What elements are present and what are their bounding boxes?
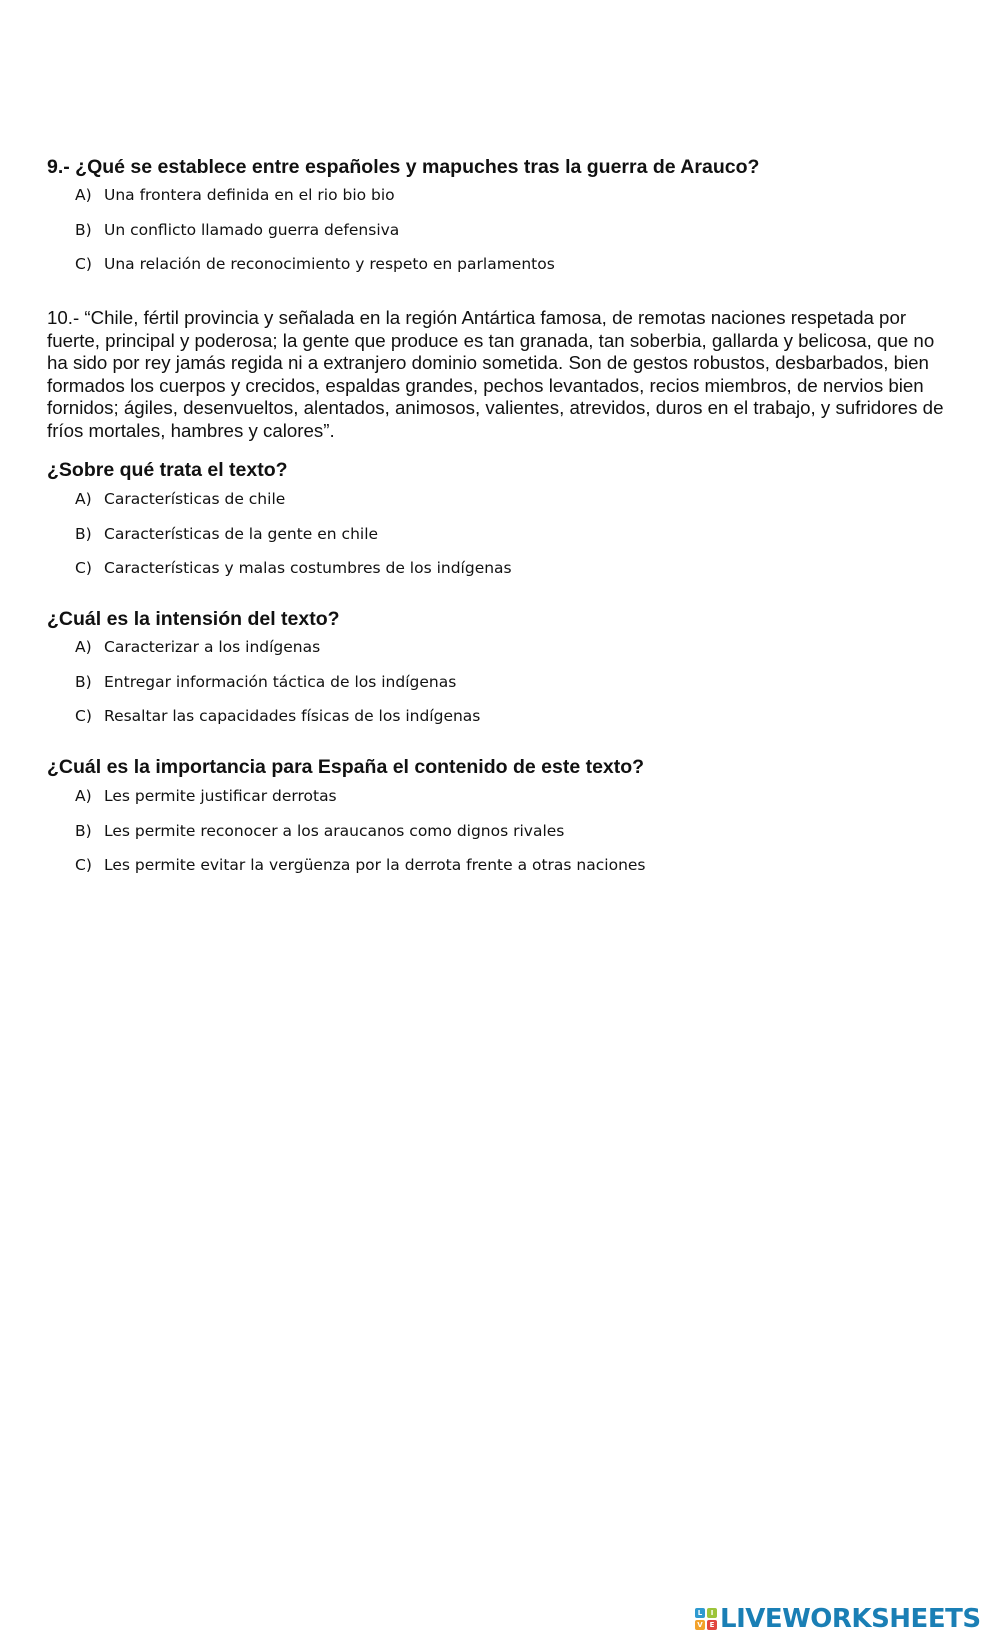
option-text: Características de chile — [104, 490, 286, 508]
brand-name: LIVEWORKSHEETS — [720, 1604, 981, 1634]
option-text: Les permite evitar la vergüenza por la derrota frente a otras naciones — [104, 856, 646, 874]
option-a[interactable] — [75, 636, 480, 671]
option-letter: C) — [75, 255, 92, 273]
option-letter: C) — [75, 559, 92, 577]
option-text: Caracterizar a los indígenas — [104, 638, 321, 656]
logo-tile-v: V — [695, 1620, 705, 1630]
option-text: Características y malas costumbres de los indígenas — [104, 559, 512, 577]
question-10-sub3-options — [75, 785, 646, 889]
liveworksheets-icon — [695, 1608, 717, 1630]
option-text: Resaltar las capacidades físicas de los indígenas — [104, 707, 481, 725]
option-c[interactable] — [75, 854, 646, 889]
option-c[interactable] — [75, 705, 480, 740]
option-text: Características de la gente en chile — [104, 524, 379, 543]
question-9-title: 9.- ¿Qué se establece entre españoles y mapuches tras la guerra de Arauco? — [47, 156, 760, 178]
logo-tile-e: E — [707, 1620, 717, 1630]
option-letter: C) — [75, 707, 92, 725]
option-text: Les permite justificar derrotas — [104, 787, 337, 805]
option-a[interactable] — [75, 488, 512, 523]
option-a[interactable] — [75, 184, 555, 219]
logo-tile-i: I — [707, 1608, 717, 1618]
option-letter: B) — [75, 220, 92, 239]
option-b[interactable] — [75, 219, 555, 254]
question-10-sub2-title: ¿Cuál es la intensión del texto? — [47, 608, 340, 630]
liveworksheets-logo — [695, 1602, 981, 1636]
option-text: Una frontera definida en el rio bio bio — [104, 186, 395, 204]
option-letter: A) — [75, 186, 92, 204]
option-c[interactable] — [75, 253, 555, 288]
question-10-passage: 10.- “Chile, fértil provincia y señalada en la región Antártica famosa, de remotas naciones respetada por fuerte, principal y poderosa; la gente que produce es tan granada, tan soberbia, gallarda y belicosa, que no ha sido por rey jamás regida ni a extranjero dominio sometida. Son de gestos robustos, desbarbados, bien formados los cuerpos y crecidos, espaldas grandes, pechos levantados, recios miembros, de nervios bien fornidos; ágiles, desenvueltos, alentados, animosos, valientes, atrevidos, duros en el trabajo, y sufridores de fríos mortales, hambres y calores”. — [47, 307, 944, 441]
option-letter: A) — [75, 787, 92, 805]
option-letter: A) — [75, 638, 92, 656]
option-b[interactable] — [75, 671, 480, 706]
option-letter: B) — [75, 524, 92, 543]
question-9-options — [75, 184, 555, 288]
logo-tile-l: L — [695, 1608, 705, 1618]
option-letter: C) — [75, 856, 92, 874]
question-10-sub1-options — [75, 488, 512, 592]
option-b[interactable] — [75, 523, 512, 558]
option-text: Una relación de reconocimiento y respeto en parlamentos — [104, 255, 555, 273]
option-a[interactable] — [75, 785, 646, 820]
option-c[interactable] — [75, 557, 512, 592]
option-b[interactable] — [75, 820, 646, 855]
question-10-sub3-title: ¿Cuál es la importancia para España el contenido de este texto? — [47, 756, 645, 778]
question-10-sub2-options — [75, 636, 480, 740]
question-10-sub1-title: ¿Sobre qué trata el texto? — [47, 459, 288, 481]
option-text: Un conflicto llamado guerra defensiva — [104, 220, 400, 239]
option-letter: B) — [75, 821, 92, 840]
option-text: Entregar información táctica de los indígenas — [104, 672, 457, 691]
option-letter: B) — [75, 672, 92, 691]
option-text: Les permite reconocer a los araucanos como dignos rivales — [104, 821, 565, 840]
option-letter: A) — [75, 490, 92, 508]
